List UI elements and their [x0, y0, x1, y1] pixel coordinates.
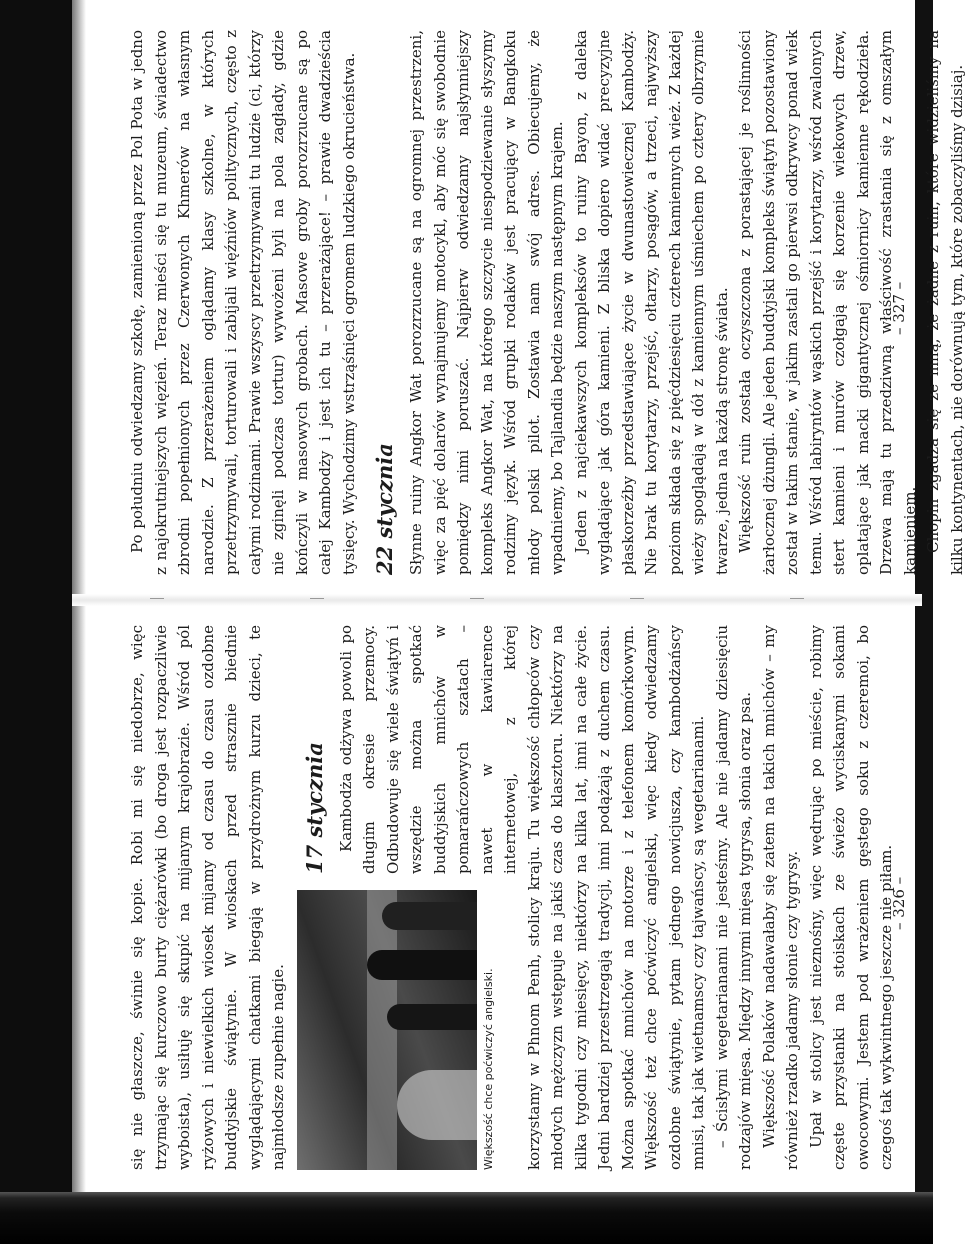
photo-caption: Większość chce poćwiczyć angielski.: [481, 968, 495, 1170]
paragraph: Większość ruin została oczyszczona z porastającej je roślinności żarłocznej dżungli. Ale jeden buddyjski kompleks świątyń pozostawiony został w takim stanie, w jakim zastali go pierwsi odkrywcy ponad wiek temu. Wśród labiryntów wąskich przejść i korytarzy, wśród zwalonych stert kamieni i murów czołgają się korzenie wiekowych drzew, oplatające jak macki gigantycznej ośmiornicy kamienne rękodzieła. Drzewa mają tu przedziwną właściwość zrastania się z omszałym kamieniem.: [736, 30, 919, 575]
section-heading: 22 stycznia: [372, 443, 397, 575]
gutter-mark: [790, 598, 804, 599]
paragraph: Jeden z najciekawszych kompleksów to ruiny Bayon, z daleka wyglądające jak góra kamieni. Z bliska dopiero widać precyzyjne płaskorzeźby przedstawiające życie w dwunastowiecznej Kambodży. Nie brak tu korytarzy, przejść, ołtarzy, posągów, a trzeci, najwyższy poziom składa się z pięćdziesięciu czterech kamiennych wież. Z każdej wieży spoglądają w dół z kamiennym uśmiechem po cztery olbrzymie twarze, jedna na każdą stronę świata.: [571, 30, 731, 575]
paragraph: Kambodża odżywa powoli po długim okresie przemocy. Odbudowuje się wiele świątyń i wszędzie można spotkać buddyjskich mnichów w pomarańczowych szatach – nawet w kawiarence internetowej, z której korzystamy w Phnom Penh, stolicy kraju. Tu większość chłopców czy młodych mężczyzn wstępuje na jakiś czas do klasztoru. Niektórzy na kilka tygodni czy miesięcy, niektórzy na kilka lat, inni na całe życie. Jedni bardziej przestrzegają tradycji, inni podążają z duchem czasu. Można spotkać mnichów na motorze i z telefonem komórkowym. Większość też chce poćwiczyć angielski, więc kiedy odwiedzamy ozdobne świątynie, pytam jednego nowicjusza, czy kambodżańscy mnisi, tak jak wietnamscy czy tajwańscy, są wegetarianami.: [336, 625, 707, 1170]
scan-border-left: [0, 0, 72, 1244]
monks-photo: [297, 890, 477, 1170]
paragraph: Większość Polaków nadawałaby się zatem na takich mnichów – my również rzadko jadamy słonie czy tygrysy.: [759, 625, 801, 1170]
paragraph: – Ścisłymi wegetarianami nie jesteśmy. Ale nie jadamy dziesięciu rodzajów mięsa. Między innymi mięsa tygrysa, słonia oraz psa.: [712, 625, 754, 1170]
paragraph: Słynne ruiny Angkor Wat porozrzucane są na ogromnej przestrzeni, więc za pięć dolarów wynajmujemy motocykl, aby móc się swobodnie pomiędzy nimi poruszać. Najpierw odwiedzamy najsłynniejszy kompleks Angkor Wat, na którego szczycie niespodziewanie słyszymy rodzimy język. Wśród grupki rodaków jest pracujący w Bangkoku młody polski pilot. Zostawia nam swój adres. Obiecujemy, że wpadniemy, bo Tajlandia będzie naszym następnym krajem.: [407, 30, 566, 575]
book-gutter: [72, 594, 922, 606]
gutter-mark: [150, 598, 164, 599]
gutter-mark: [630, 598, 644, 599]
page-number-326: – 326 –: [890, 876, 908, 930]
paragraph: Po południu odwiedzamy szkołę, zamienioną przez Pol Pota w jedno z najokrutniejszych więzień. Teraz mieści się tu muzeum, świadectwo zbrodni popełnionych przez Czerwonych Khmerów na własnym narodzie. Z przerażeniem oglądamy klasy szkolne, w których przetrzymywali, torturowali i zabijali więźniów politycznych, często z całymi rodzinami. Prawie wszyscy przetrzymywani tu ludzie (ci, którzy nie zginęli podczas tortur) wywożeni byli na pola zagłady, gdzie kończyli w masowych grobach. Masowe groby porozrzucane są po całej Kambodży i jest ich tu – przerażające! – prawie dwadzieścia tysięcy. Wychodzimy wstrząśnięci ogromem ludzkiego okrucieństwa.: [128, 30, 358, 575]
gutter-mark: [310, 598, 324, 599]
section-heading: 17 stycznia: [301, 742, 327, 874]
page-326: [126, 625, 895, 1170]
photo-figure: [297, 890, 497, 1170]
scan-border-bottom: [0, 1192, 933, 1244]
page-number-327: – 327 –: [890, 281, 908, 335]
paragraph: Upał w stolicy jest nieznośny, więc wędrując po mieście, robimy częste przystanki na stoiskach ze świeżo wyciskanymi sokami owocowymi. Jestem pod wrażeniem gęstego soku z czeremoi, bo czegoś tak wykwintnego jeszcze nie piłam.: [806, 625, 895, 1170]
gutter-mark: [470, 598, 484, 599]
paragraph: Chopin zgadza się ze mną, że żadne z ruin, które widzieliśmy na kilku kontynentach, nie dorównują tym, które zobaczyliśmy dzisiaj.: [924, 30, 966, 575]
paragraph: się nie głaszcze, świnie się kopie. Robi mi się niedobrze, więc trzymając się kurczowo burty ciężarówki (bo droga jest rozpaczliwie wyboista), usiłuję się skupić na mijanym krajobrazie. Wśród pól ryżowych i niewielkich wiosek mijamy od czasu do czasu ozdobne buddyjskie świątynie. W wioskach przed strasznie biednie wyglądającymi chatkami biegają w przydrożnym kurzu dzieci, te najmłodsze zupełnie nagie.: [128, 625, 287, 1170]
